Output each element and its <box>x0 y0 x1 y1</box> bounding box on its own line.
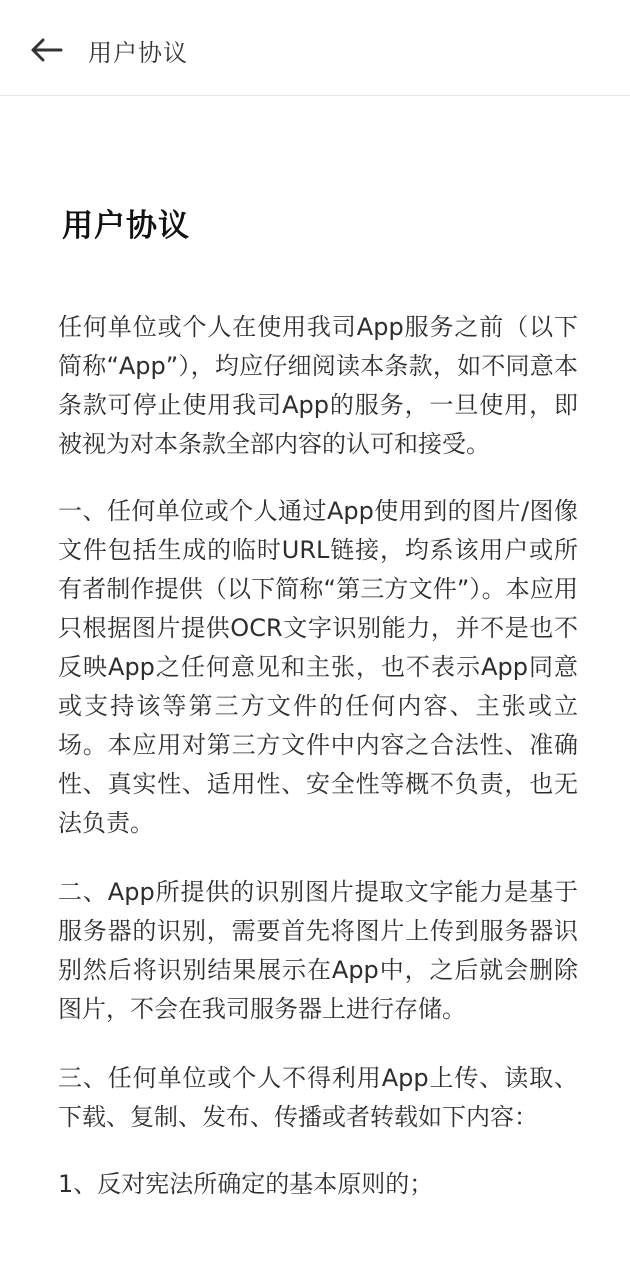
arrow-left-icon <box>29 38 63 62</box>
paragraph-item-1: 1、反对宪法所确定的基本原则的； <box>58 1170 434 1198</box>
document-title: 用户协议 <box>62 208 190 244</box>
agreement-content <box>58 96 578 1204</box>
paragraph-clause-1: 一、任何单位或个人通过App使用到的图片/图像文件包括生成的临时URL链接，均系该用户或所有者制作提供（以下简称“第三方文件”）。本应用只根据图片提供OCR文字识别能力，并不是也不反映App之任何意见和主张，也不表示App同意或支持该等第三方文件的任何内容、主张或立场。本应用对第三方文件中内容之合法性、准确性、真实性、适用性、安全性等概不负责，也无法负责。 <box>58 497 578 837</box>
paragraph-clause-2: 二、App所提供的识别图片提取文字能力是基于服务器的识别，需要首先将图片上传到服务器识别然后将识别结果展示在App中，之后就会删除图片，不会在我司服务器上进行存储。 <box>58 878 578 1023</box>
app-bar <box>0 0 630 96</box>
paragraph-intro: 任何单位或个人在使用我司App服务之前（以下简称“App”），均应仔细阅读本条款，如不同意本条款可停止使用我司App的服务，一旦使用，即被视为对本条款全部内容的认可和接受。 <box>58 313 578 458</box>
page-title: 用户协议 <box>88 39 188 67</box>
back-button[interactable] <box>24 28 68 72</box>
paragraph-clause-3: 三、任何单位或个人不得利用App上传、读取、下载、复制、发布、传播或者转载如下内容： <box>58 1064 578 1131</box>
